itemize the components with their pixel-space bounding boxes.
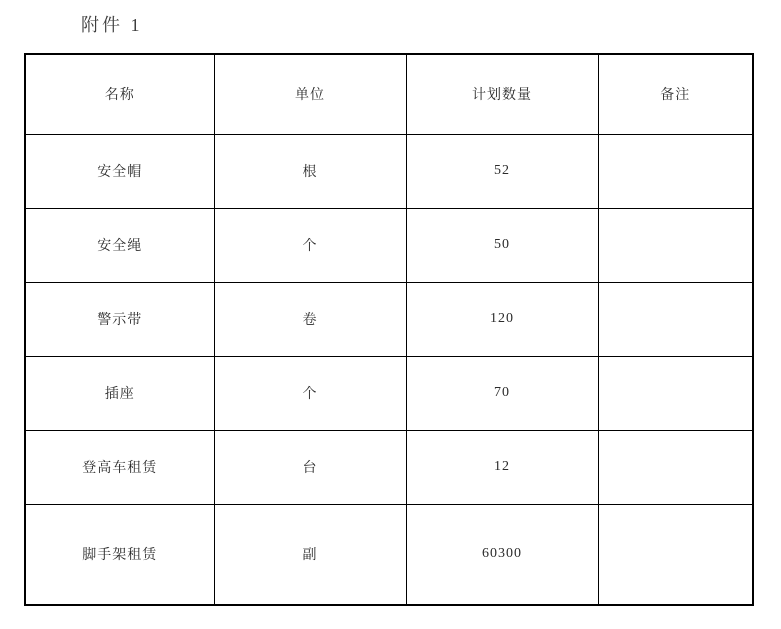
cell-unit: 台: [214, 430, 406, 504]
supply-plan-table: [24, 53, 754, 606]
cell-name: 脚手架租赁: [25, 504, 214, 605]
cell-name: 安全绳: [25, 208, 214, 282]
table-row: [25, 134, 753, 208]
cell-unit: 根: [214, 134, 406, 208]
cell-unit: 个: [214, 208, 406, 282]
table-row: [25, 356, 753, 430]
table-row: [25, 504, 753, 605]
cell-planned-quantity: 60300: [406, 504, 598, 605]
table-row: [25, 208, 753, 282]
cell-unit: 副: [214, 504, 406, 605]
cell-note: [598, 208, 753, 282]
cell-unit: 卷: [214, 282, 406, 356]
cell-note: [598, 134, 753, 208]
cell-note: [598, 430, 753, 504]
cell-unit: 个: [214, 356, 406, 430]
header-planned-quantity: 计划数量: [406, 54, 598, 134]
cell-name: 插座: [25, 356, 214, 430]
header-note: 备注: [598, 54, 753, 134]
table-row: [25, 430, 753, 504]
cell-note: [598, 356, 753, 430]
header-name: 名称: [25, 54, 214, 134]
cell-planned-quantity: 120: [406, 282, 598, 356]
cell-planned-quantity: 70: [406, 356, 598, 430]
cell-note: [598, 282, 753, 356]
cell-planned-quantity: 12: [406, 430, 598, 504]
cell-planned-quantity: 50: [406, 208, 598, 282]
cell-name: 登高车租赁: [25, 430, 214, 504]
cell-name: 安全帽: [25, 134, 214, 208]
cell-note: [598, 504, 753, 605]
page-title: 附件 1: [81, 15, 143, 35]
table-header-row: [25, 54, 753, 134]
cell-name: 警示带: [25, 282, 214, 356]
cell-planned-quantity: 52: [406, 134, 598, 208]
header-unit: 单位: [214, 54, 406, 134]
table-row: [25, 282, 753, 356]
